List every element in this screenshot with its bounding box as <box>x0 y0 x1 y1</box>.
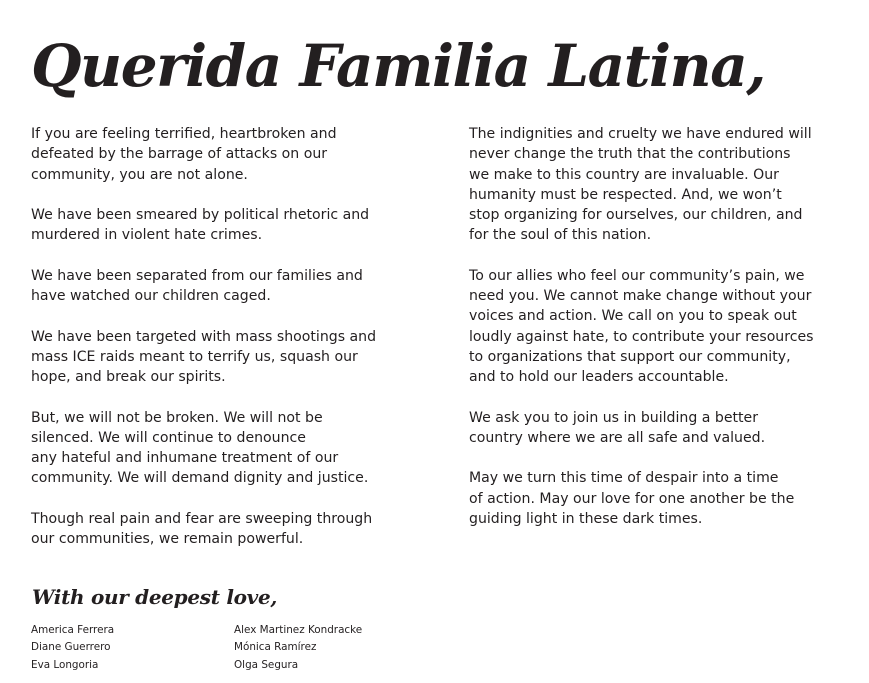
paragraph: May we turn this time of despair into a time of action. May our love for one another be the guiding light in these dark times. <box>469 470 795 527</box>
signatory-name: Mónica Ramírez <box>234 641 317 654</box>
paragraph: We have been targeted with mass shootings and mass ICE raids meant to terrify us, squash our hope, and break our spirits. <box>31 328 377 385</box>
signatory-name: America Ferrera <box>31 624 115 636</box>
paragraph: We have been smeared by political rhetoric and murdered in violent hate crimes. <box>31 207 370 244</box>
paragraph: We ask you to join us in building a better country where we are all safe and valued. <box>469 409 766 446</box>
signatory-name: Alex Martinez Kondracke <box>234 624 363 636</box>
signatory-name: Eva Longoria <box>31 658 99 671</box>
paragraph: But, we will not be broken. We will not be silenced. We will continue to denounce any hateful and inhumane treatment of our community. We will demand dignity and justice. <box>31 409 369 487</box>
signatory-name: Diane Guerrero <box>31 641 111 654</box>
signoff: With our deepest love, <box>32 585 278 609</box>
signatories-left <box>31 622 114 674</box>
paragraph: The indignities and cruelty we have endured will never change the truth that the contributions we make to this country are invaluable. Our humanity must be respected. And, we won’t stop organizing for ourselves, our children, and for the soul of this nation. <box>469 126 812 244</box>
signatories-right <box>234 622 362 674</box>
paragraph: To our allies who feel our community’s pain, we need you. We cannot make change without your voices and action. We call on you to speak out loudly against hate, to contribute your resources to organizations that support our community, and to hold our leaders accountable. <box>469 267 814 385</box>
paragraph: If you are feeling terrified, heartbroken and defeated by the barrage of attacks on our community, you are not alone. <box>31 126 337 183</box>
paragraph: We have been separated from our families and have watched our children caged. <box>31 267 363 304</box>
signatory-name: Olga Segura <box>234 658 299 671</box>
left-column <box>31 124 431 570</box>
letter-heading: Querida Familia Latina, <box>31 32 765 100</box>
paragraph: Though real pain and fear are sweeping through our communities, we remain powerful. <box>31 510 373 547</box>
right-column <box>469 124 869 549</box>
